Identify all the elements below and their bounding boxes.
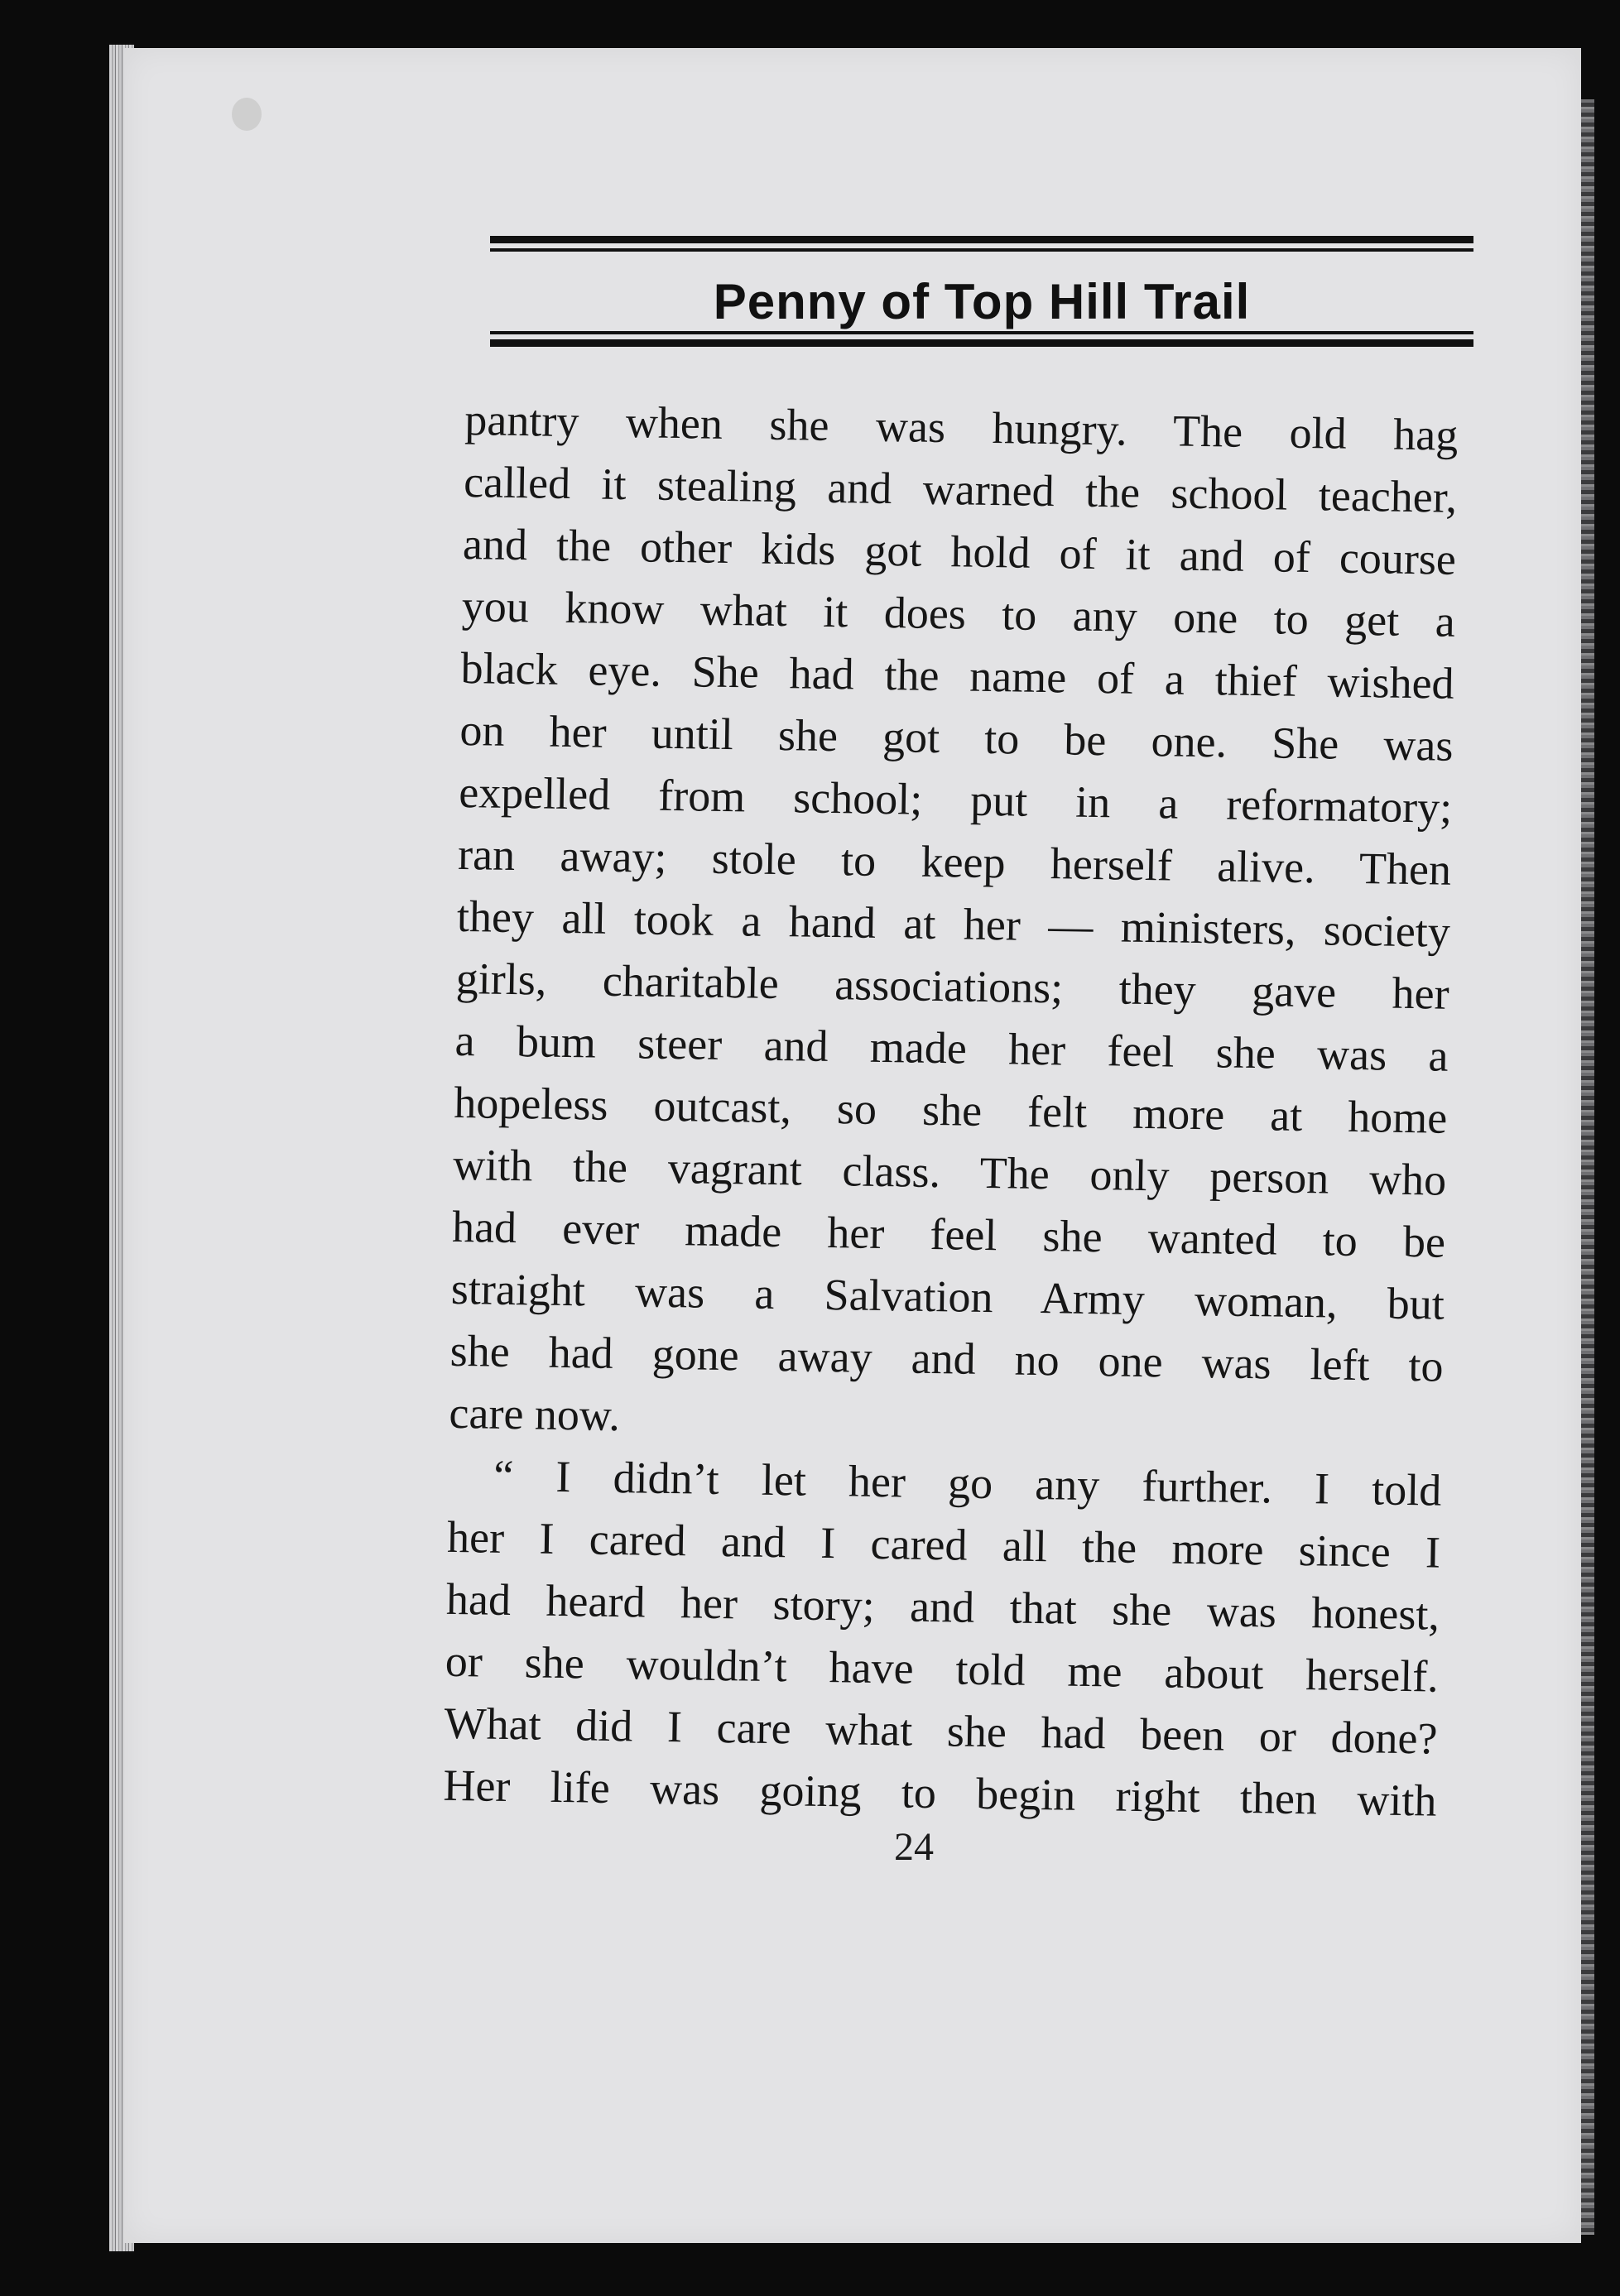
text-line: with the vagrant class. The only person who xyxy=(452,1139,1447,1205)
binding-edge xyxy=(1581,99,1594,2235)
page-number: 24 xyxy=(894,1825,934,1869)
rule-line xyxy=(490,236,1473,243)
header-rule-bottom xyxy=(490,331,1473,352)
text-line: she had gone away and no one was left to xyxy=(449,1325,1445,1391)
paragraph-1 xyxy=(449,389,1459,1460)
text-line: girls, charitable associations; they gave her xyxy=(455,953,1450,1019)
text-line: care now. xyxy=(449,1387,621,1441)
text-line: What did I care what she had been or done? xyxy=(444,1698,1439,1764)
body-text xyxy=(442,389,1459,1895)
rule-line xyxy=(490,331,1473,334)
paragraph-2 xyxy=(442,1444,1442,1895)
text-line: called it stealing and warned the school teacher, xyxy=(463,456,1458,522)
text-line: ran away; stole to keep herself alive. Then xyxy=(457,829,1452,895)
text-line: you know what it does to any one to get a xyxy=(461,580,1456,646)
text-line: hopeless outcast, so she felt more at home xyxy=(453,1077,1448,1143)
text-line: had heard her story; and that she was honest, xyxy=(445,1573,1440,1640)
text-line: straight was a Salvation Army woman, but xyxy=(450,1263,1445,1329)
text-line: on her until she got to be one. She was xyxy=(459,704,1454,771)
running-header: Penny of Top Hill Trail xyxy=(713,274,1251,329)
text-line: had ever made her feel she wanted to be xyxy=(451,1201,1446,1267)
text-line: “ I didn’t let her go any further. I told xyxy=(493,1450,1442,1515)
text-line: Her life was going to begin right then with xyxy=(443,1760,1437,1826)
text-line: expelled from school; put in a reformatory; xyxy=(458,766,1453,833)
text-line: black eye. She had the name of a thief wished xyxy=(460,642,1455,708)
paper-speck xyxy=(232,98,262,131)
text-line: and the other kids got hold of it and of course xyxy=(462,518,1457,584)
header-rule-top xyxy=(490,236,1473,257)
text-line: they all took a hand at her — ministers, society xyxy=(456,891,1451,957)
text-line: a bum steer and made her feel she was a xyxy=(454,1015,1449,1081)
text-line: or she wouldn’t have told me about herself. xyxy=(445,1636,1440,1702)
rule-line xyxy=(490,339,1473,347)
text-line: pantry when she was hungry. The old hag xyxy=(464,394,1459,460)
rule-line xyxy=(490,248,1473,252)
text-line: her I cared and I cared all the more since I xyxy=(446,1511,1441,1578)
